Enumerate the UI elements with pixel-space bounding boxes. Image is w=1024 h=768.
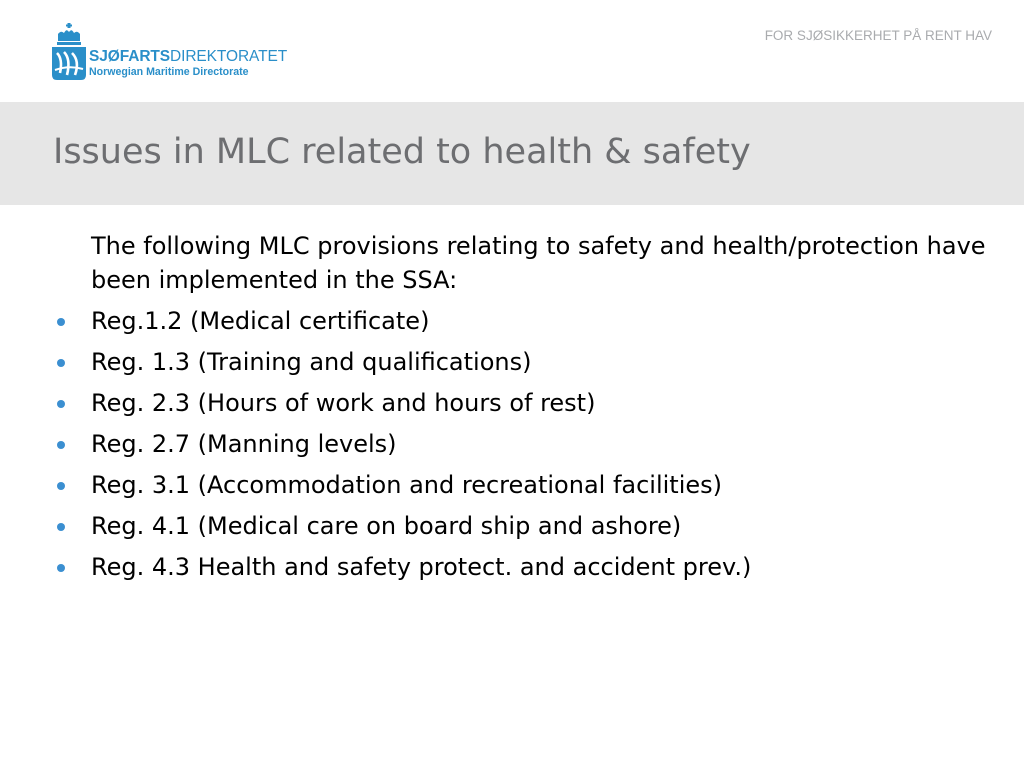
bullet-icon (57, 400, 65, 408)
slide-content (0, 229, 1024, 588)
bullet-icon (57, 318, 65, 326)
list-item: Reg. 4.3 Health and safety protect. and accident prev.) (0, 547, 1024, 588)
slide-title: Issues in MLC related to health & safety (53, 132, 751, 172)
bullet-list (0, 301, 1024, 588)
bullet-icon (57, 523, 65, 531)
list-item: Reg. 2.3 (Hours of work and hours of rest) (0, 383, 1024, 424)
intro-text: The following MLC provisions relating to safety and health/protection have been implemented in the SSA: (91, 232, 986, 294)
list-item: Reg. 3.1 (Accommodation and recreational facilities) (0, 465, 1024, 506)
bullet-icon (57, 564, 65, 572)
bullet-icon (57, 359, 65, 367)
list-item: Reg.1.2 (Medical certificate) (0, 301, 1024, 342)
list-item: Reg. 2.7 (Manning levels) (0, 424, 1024, 465)
logo-wordmark: SJØFARTSDIREKTORATET (89, 48, 288, 65)
crown-shield-icon (51, 23, 87, 81)
logo-subtitle: Norwegian Maritime Directorate (89, 65, 249, 78)
list-item: Reg. 4.1 (Medical care on board ship and ashore) (0, 506, 1024, 547)
tagline: FOR SJØSIKKERHET PÅ RENT HAV (764, 28, 992, 43)
bullet-icon (57, 441, 65, 449)
directorate-logo (51, 23, 288, 85)
list-item: Reg. 1.3 (Training and qualifications) (0, 342, 1024, 383)
bullet-icon (57, 482, 65, 490)
